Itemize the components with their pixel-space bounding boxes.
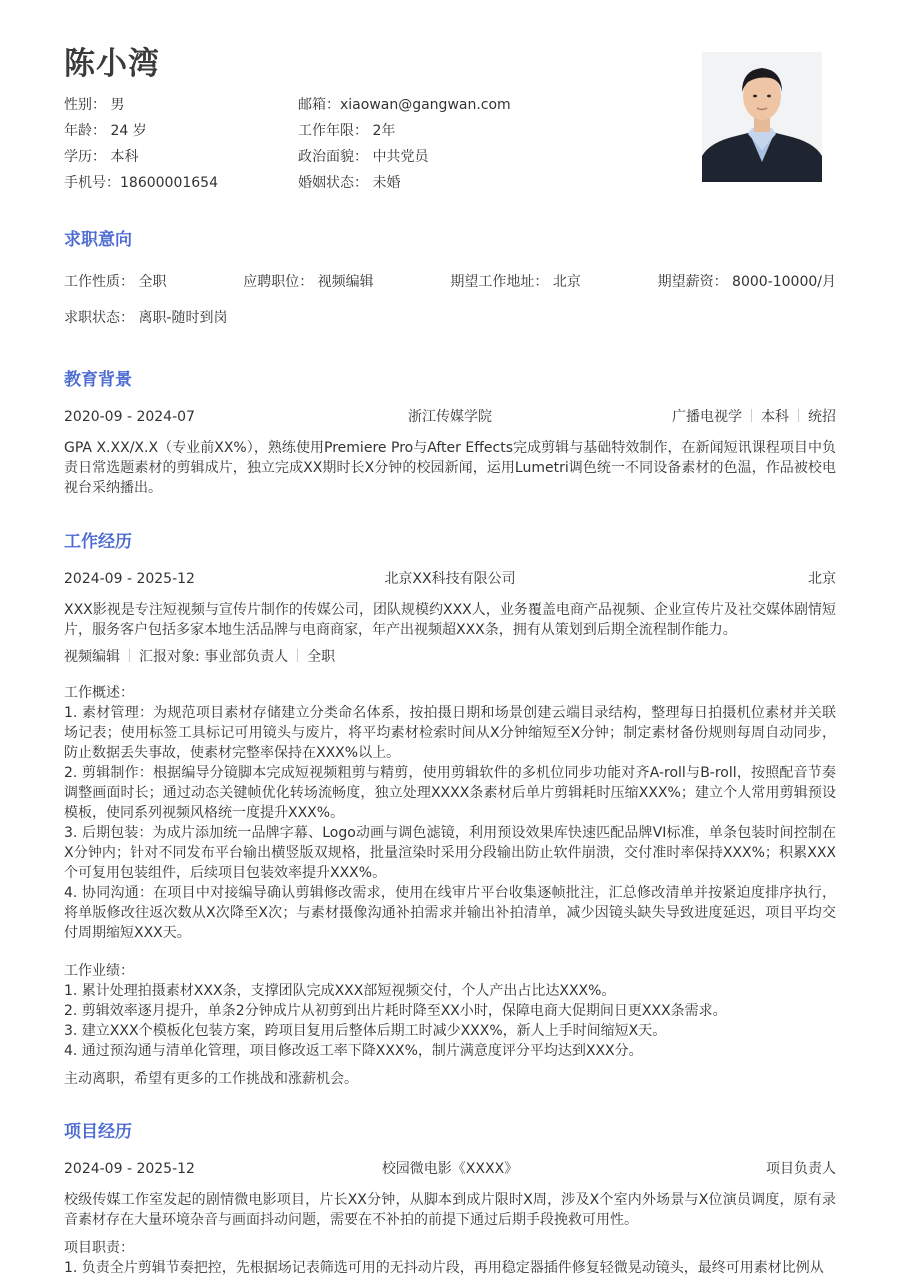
work-header <box>64 569 836 589</box>
project-name: 校园微电影《XXXX》 <box>381 1161 519 1177</box>
work-achievements <box>64 961 836 1061</box>
project-role: 项目负责人 <box>766 1161 836 1177</box>
personal-info <box>64 95 684 199</box>
company-intro: XXX影视是专注短视频与宣传片制作的传媒公司，团队规模约XXX人，业务覆盖电商产品视频、企业宣传片及社交媒体剧情短片，服务客户包括多家本地生活品牌与电商商家，年产出视频超XXX条，拥有从策划到后期全流程制作能力。 <box>64 602 836 638</box>
school-name: 浙江传媒学院 <box>408 409 492 425</box>
project-duty-label: 项目职责： <box>64 1240 134 1256</box>
job-status-field: 求职状态： 离职-随时到岗 <box>64 310 228 326</box>
profile-photo <box>702 52 822 182</box>
overview-item: 4. 协同沟通：在项目中对接编导确认剪辑修改需求，使用在线审片平台收集逐帧批注，汇总修改清单并按紧迫度排序执行，将单版修改往返次数从X次降至X次；与素材摄像沟通补拍需求并输出补拍清单，减少因镜头缺失导致进度延迟，项目平均交付周期缩短XXX天。 <box>64 885 836 941</box>
achievement-item: 2. 剪辑效率逐月提升，单条2分钟成片从初剪到出片耗时降至XX小时，保障电商大促期间日更XXX条需求。 <box>64 1003 727 1019</box>
achievement-item: 1. 累计处理拍摄素材XXX条，支撑团队完成XXX部短视频交付，个人产出占比达XXX%。 <box>64 983 616 999</box>
section-title-education: 教育背景 <box>64 370 132 390</box>
section-title-project: 项目经历 <box>64 1122 132 1142</box>
project-header <box>64 1159 836 1179</box>
info-row <box>64 147 684 173</box>
work-overview <box>64 683 836 943</box>
major-tag: 广播电视学 <box>672 409 742 425</box>
enrollment-tag: 统招 <box>808 409 836 425</box>
education-header <box>64 407 836 427</box>
project-period: 2024-09 - 2025-12 <box>64 1161 195 1177</box>
achievements-label: 工作业绩： <box>64 963 134 979</box>
marital-status-field: 婚姻状态： 未婚 <box>298 175 401 191</box>
project-description: 校级传媒工作室发起的剧情微电影项目，片长XX分钟，从脚本到成片限时X周，涉及X个室内外场景与X位演员调度，原有录音素材存在大量环境杂音与画面抖动问题，需要在不补拍的前提下通过后期手段挽救可用性。 <box>64 1192 836 1228</box>
overview-label: 工作概述： <box>64 685 134 701</box>
job-type-field: 工作性质： 全职 <box>64 274 167 290</box>
political-status-field: 政治面貌： 中共党员 <box>298 149 429 165</box>
position-field: 应聘职位： 视频编辑 <box>243 274 374 290</box>
email-field: 邮箱：xiaowan@gangwan.com <box>298 97 511 113</box>
location-field: 期望工作地址： 北京 <box>450 274 581 290</box>
section-title-intent: 求职意向 <box>64 230 132 250</box>
section-title-work: 工作经历 <box>64 532 132 552</box>
overview-item: 3. 后期包装：为成片添加统一品牌字幕、Logo动画与调色滤镜，利用预设效果库快速匹配品牌VI标准，单条包装时间控制在X分钟内；针对不同发布平台输出横竖版双规格，批量渲染时采用分段输出防止软件崩溃，交付准时率保持XXX%；积累XXX个可复用包装组件，后续项目包装效率提升XXX%。 <box>64 825 836 881</box>
salary-field: 期望薪资： 8000-10000/月 <box>657 274 836 290</box>
overview-item: 2. 剪辑制作：根据编导分镜脚本完成短视频粗剪与精剪，使用剪辑软件的多机位同步功能对齐A-roll与B-roll，按照配音节奏调整画面时长；通过动态关键帧优化转场流畅度，独立处理XXXX条素材后单片剪辑耗时压缩XXX%；建立个人常用剪辑预设模板，使同系列视频风格统一度提升XXX%。 <box>64 765 836 821</box>
education-period: 2020-09 - 2024-07 <box>64 409 195 425</box>
project-duty-item: 1. 负责全片剪辑节奏把控，先根据场记表筛选可用的无抖动片段，再用稳定器插件修复轻微晃动镜头，最终可用素材比例从 <box>64 1260 824 1276</box>
candidate-name: 陈小湾 <box>64 46 160 82</box>
work-city: 北京 <box>808 571 836 587</box>
work-period: 2024-09 - 2025-12 <box>64 571 195 587</box>
info-row <box>64 121 684 147</box>
achievement-item: 4. 通过预沟通与清单化管理，项目修改返工率下降XXX%，制片满意度评分平均达到XXX分。 <box>64 1043 643 1059</box>
degree-tag: 本科 <box>761 409 789 425</box>
report-to-tag: 汇报对象: 事业部负责人 <box>139 649 289 665</box>
age-field: 年龄： 24 岁 <box>64 123 147 139</box>
info-row <box>64 95 684 121</box>
portrait-icon <box>702 52 822 182</box>
education-description: GPA X.XX/X.X（专业前XX%），熟练使用Premiere Pro与After Effects完成剪辑与基础特效制作，在新闻短讯课程项目中负责日常选题素材的剪辑成片，独立完成XX期时长X分钟的校园新闻，运用Lumetri调色统一不同设备素材的色温，作品被校电视台采纳播出。 <box>64 440 836 496</box>
overview-item: 1. 素材管理：为规范项目素材存储建立分类命名体系，按拍摄日期和场景创建云端目录结构，整理每日拍摄机位素材并关联场记表；使用标签工具标记可用镜头与废片，将平均素材检索时间从X分钟缩短至X分钟；制定素材备份规则每周自动同步，防止数据丢失事故，使素材完整率保持在XXX%以上。 <box>64 705 836 761</box>
info-row <box>64 173 684 199</box>
gender-field: 性别： 男 <box>64 97 125 113</box>
work-tags <box>64 647 836 667</box>
job-title-tag: 视频编辑 <box>64 649 120 665</box>
phone-field: 手机号：18600001654 <box>64 175 218 191</box>
employment-type-tag: 全职 <box>307 649 336 665</box>
work-years-field: 工作年限： 2年 <box>298 123 396 139</box>
intent-row <box>64 272 836 292</box>
education-tags <box>586 407 836 427</box>
achievement-item: 3. 建立XXX个模板化包装方案，跨项目复用后整体后期工时减少XXX%，新人上手时间缩短X天。 <box>64 1023 667 1039</box>
company-name: 北京XX科技有限公司 <box>384 571 516 587</box>
education-level-field: 学历： 本科 <box>64 149 139 165</box>
leave-reason: 主动离职，希望有更多的工作挑战和涨薪机会。 <box>64 1071 358 1087</box>
